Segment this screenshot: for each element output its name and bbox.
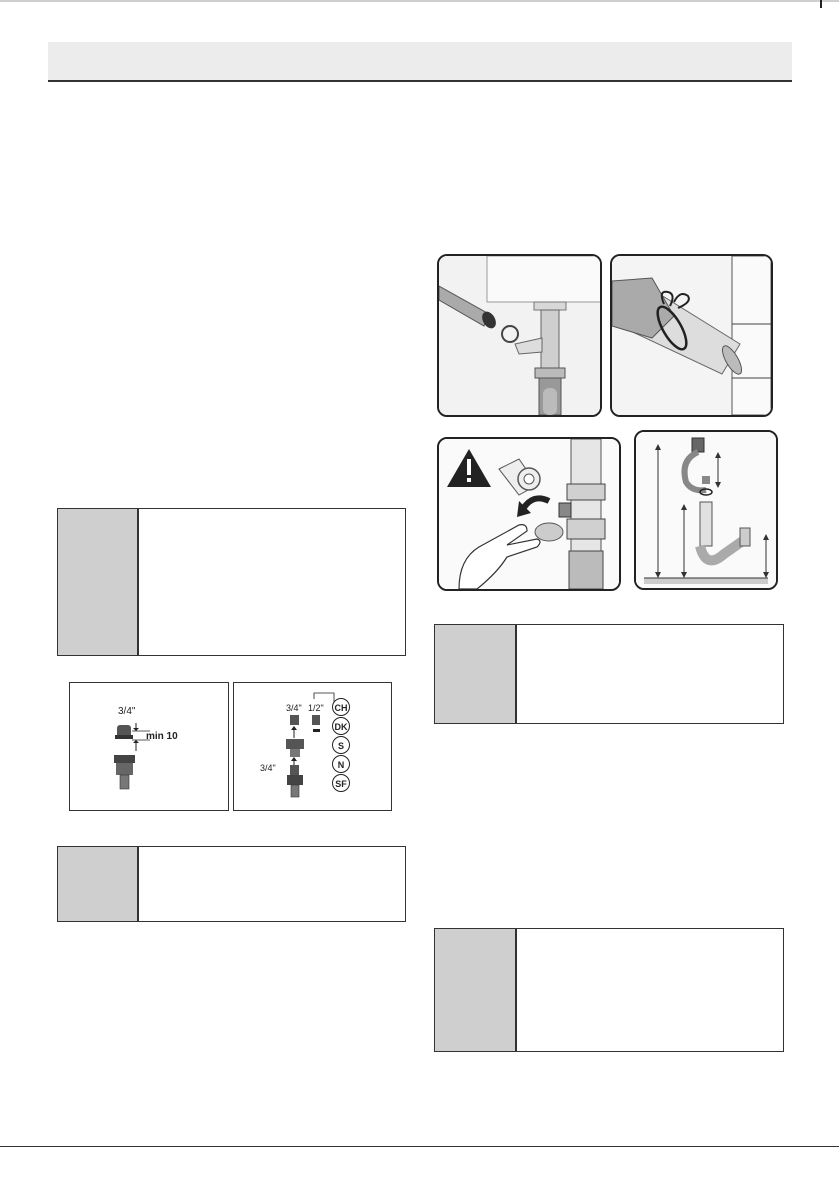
thread-label: 3/4" — [118, 706, 136, 717]
tap-icon — [287, 775, 303, 785]
connector-icon — [692, 438, 704, 452]
country-code-dk: DK — [334, 722, 348, 732]
note-box-2-marker — [58, 847, 139, 921]
country-code-s: S — [337, 741, 345, 751]
fitting-diagram-1 — [70, 683, 228, 810]
fitting-figure-countries — [233, 682, 392, 811]
thread-top-left-label: 3/4" — [286, 703, 302, 713]
filter-warning-illustration — [437, 437, 621, 591]
siphon-height-illustration — [634, 430, 778, 590]
tap-icon — [114, 755, 135, 763]
section-header-bar — [48, 42, 792, 82]
country-code-list — [333, 699, 350, 792]
drain-connection-drawing — [439, 256, 600, 415]
siphon-height-drawing — [636, 432, 776, 588]
note-box-2 — [57, 846, 406, 922]
note-box-3-marker — [435, 625, 517, 723]
thread-top-right-label: 1/2" — [308, 703, 324, 713]
thread-bottom-label: 3/4" — [260, 763, 276, 773]
fitting-figure-min10 — [69, 682, 229, 811]
hose-clamp-drawing — [612, 256, 771, 415]
min-label: min 10 — [146, 731, 178, 742]
fitting-diagram-2 — [234, 683, 391, 810]
note-box-3 — [434, 624, 784, 724]
note-box-4-marker — [435, 929, 517, 1051]
note-box-4 — [434, 928, 784, 1052]
country-code-sf: SF — [335, 779, 347, 789]
country-code-ch: CH — [334, 703, 348, 713]
note-box-1-marker — [58, 509, 139, 655]
crop-mark — [820, 0, 822, 8]
adapter-icon — [286, 739, 304, 749]
top-rule — [0, 0, 839, 2]
hose-clamp-illustration — [610, 254, 773, 417]
connector-icon — [290, 715, 299, 725]
note-box-1 — [57, 508, 406, 656]
connector-icon — [312, 715, 320, 725]
footer-rule — [0, 1146, 839, 1147]
filter-warning-drawing — [439, 439, 619, 589]
drain-connection-illustration — [437, 254, 602, 417]
country-code-n: N — [337, 760, 345, 770]
